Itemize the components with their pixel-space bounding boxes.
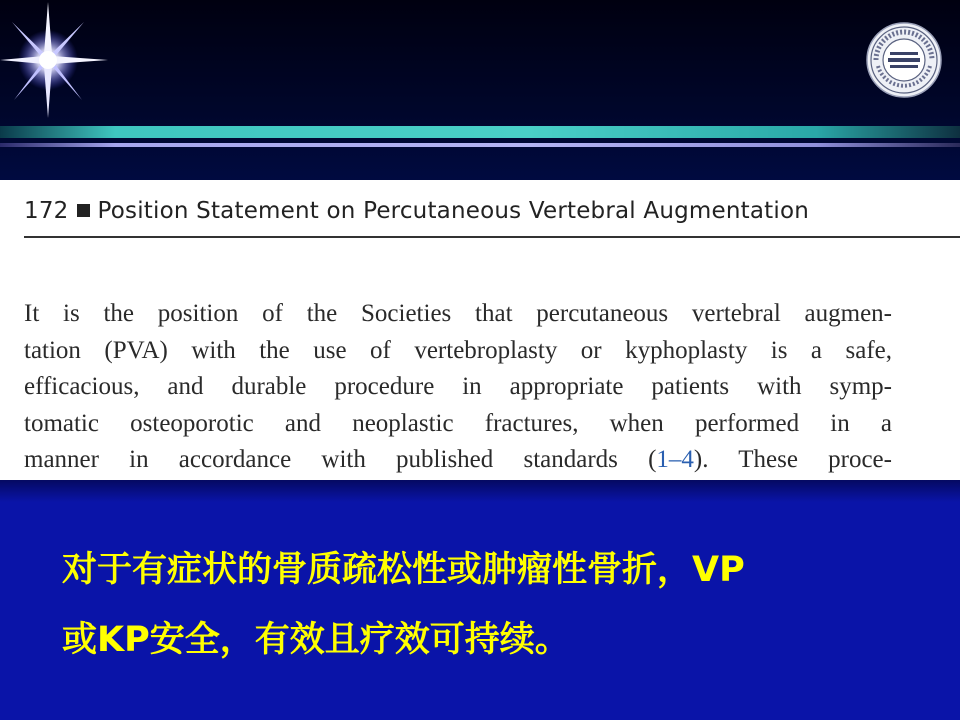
- header-band-lavender: [0, 143, 960, 147]
- paragraph-line: It is the position of the Societies that percutaneous vertebral augmen-: [24, 300, 892, 327]
- university-seal-icon: [866, 22, 942, 98]
- header-rule: [24, 236, 960, 238]
- page-number: 172: [24, 198, 69, 224]
- header-band-teal: [0, 126, 960, 138]
- caption-line-1: 对于有症状的骨质疏松性或肿瘤性骨折，VP: [62, 550, 745, 590]
- paragraph-line: tation (PVA) with the use of vertebroplasty or kyphoplasty is a safe,: [24, 336, 892, 364]
- running-header: [24, 198, 960, 224]
- caption-line-2: 或KP安全，有效且疗效可持续。: [62, 620, 570, 660]
- square-bullet-icon: [77, 204, 90, 217]
- paragraph-line: [24, 442, 892, 479]
- document-excerpt: [0, 180, 960, 480]
- document-paragraph: [24, 296, 892, 479]
- caption-panel: [0, 480, 960, 720]
- slide-header: [0, 0, 960, 180]
- citation-link[interactable]: 1–4: [656, 446, 694, 473]
- paragraph-line: efficacious, and durable procedure in appropriate patients with symp-: [24, 373, 892, 400]
- starburst-icon: [0, 0, 120, 120]
- paragraph-line: tomatic osteoporotic and neoplastic fractures, when performed in a: [24, 409, 892, 437]
- panel-shadow: [0, 480, 960, 502]
- line-text: manner in accordance with published standards (: [24, 446, 657, 473]
- line-text: ). These proce-: [693, 446, 892, 473]
- running-title: Position Statement on Percutaneous Vertebral Augmentation: [97, 198, 810, 224]
